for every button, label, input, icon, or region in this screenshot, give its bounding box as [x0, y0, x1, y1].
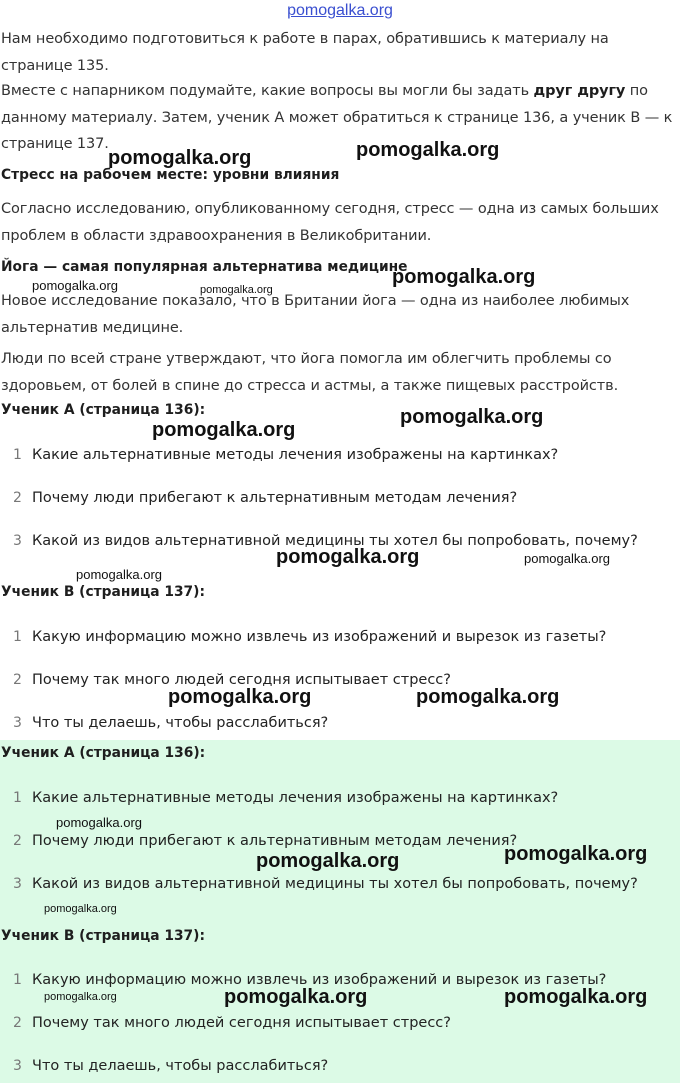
intro-paragraph-2: Вместе с напарником подумайте, какие вопросы вы могли бы задать друг другу по данному материалу. Затем, ученик А может обратиться к странице 136, а ученик В — к странице 137. [1, 83, 673, 152]
section-title-student-b: Ученик В (страница 137): [1, 928, 205, 944]
article-heading-stress: Стресс на рабочем месте: уровни влияния [1, 167, 340, 183]
question-text: Какие альтернативные методы лечения изображены на картинках? [32, 790, 559, 806]
question-text: Почему люди прибегают к альтернативным методам лечения? [32, 490, 518, 506]
section-title-student-a: Ученик А (страница 136): [1, 402, 206, 418]
question-number: 2 [13, 672, 22, 688]
question-number: 3 [13, 715, 22, 731]
watermark: pomogalka.org [524, 551, 610, 566]
question-text: Какие альтернативные методы лечения изображены на картинках? [32, 447, 559, 463]
question-number: 3 [13, 876, 22, 892]
section-title-student-a: Ученик А (страница 136): [1, 745, 206, 761]
site-link[interactable]: pomogalka.org [287, 2, 393, 19]
question-text: Почему люди прибегают к альтернативным методам лечения? [32, 833, 518, 849]
watermark: pomogalka.org [76, 567, 162, 582]
question-number: 2 [13, 1015, 22, 1031]
question-number: 2 [13, 490, 22, 506]
question-text: Какую информацию можно извлечь из изображений и вырезок из газеты? [32, 972, 607, 988]
watermark: pomogalka.org [224, 986, 368, 1008]
watermark: pomogalka.org [416, 686, 560, 708]
watermark: pomogalka.org [504, 843, 648, 865]
watermark: pomogalka.org [276, 546, 420, 568]
article-text-yoga-1: Новое исследование показало, что в Британии йога — одна из наиболее любимых альтернатив медицине. [1, 293, 630, 336]
question-text: Что ты делаешь, чтобы расслабиться? [32, 715, 329, 731]
question-number: 1 [13, 790, 22, 806]
question-number: 1 [13, 972, 22, 988]
question-number: 3 [13, 1058, 22, 1074]
question-text: Какой из видов альтернативной медицины ты хотел бы попробовать, почему? [32, 876, 638, 892]
watermark: pomogalka.org [504, 986, 648, 1008]
watermark: pomogalka.org [152, 419, 296, 441]
watermark: pomogalka.org [400, 406, 544, 428]
question-number: 1 [13, 447, 22, 463]
watermark: pomogalka.org [44, 903, 117, 915]
question-number: 1 [13, 629, 22, 645]
article-heading-yoga: Йога — самая популярная альтернатива медицине [1, 259, 408, 275]
article-text-stress: Согласно исследованию, опубликованному сегодня, стресс — одна из самых больших проблем в области здравоохранения в Великобритании. [1, 201, 659, 244]
question-text: Какой из видов альтернативной медицины ты хотел бы попробовать, почему? [32, 533, 638, 549]
watermark: pomogalka.org [32, 278, 118, 293]
watermark: pomogalka.org [256, 850, 400, 872]
question-number: 3 [13, 533, 22, 549]
question-text: Что ты делаешь, чтобы расслабиться? [32, 1058, 329, 1074]
section-title-student-b: Ученик В (страница 137): [1, 584, 205, 600]
watermark: pomogalka.org [392, 266, 536, 288]
question-text: Почему так много людей сегодня испытывает стресс? [32, 1015, 451, 1031]
question-text: Какую информацию можно извлечь из изображений и вырезок из газеты? [32, 629, 607, 645]
watermark: pomogalka.org [356, 139, 500, 161]
article-text-yoga-2: Люди по всей стране утверждают, что йога помогла им облегчить проблемы со здоровьем, от болей в спине до стресса и астмы, а также пищевых расстройств. [1, 351, 619, 394]
question-number: 2 [13, 833, 22, 849]
watermark: pomogalka.org [168, 686, 312, 708]
watermark: pomogalka.org [56, 815, 142, 830]
watermark: pomogalka.org [108, 147, 252, 169]
question-text: Почему так много людей сегодня испытывает стресс? [32, 672, 451, 688]
watermark: pomogalka.org [44, 991, 117, 1003]
intro-paragraph-1: Нам необходимо подготовиться к работе в парах, обратившись к материалу на странице 135. [1, 31, 609, 74]
watermark: pomogalka.org [200, 284, 273, 296]
